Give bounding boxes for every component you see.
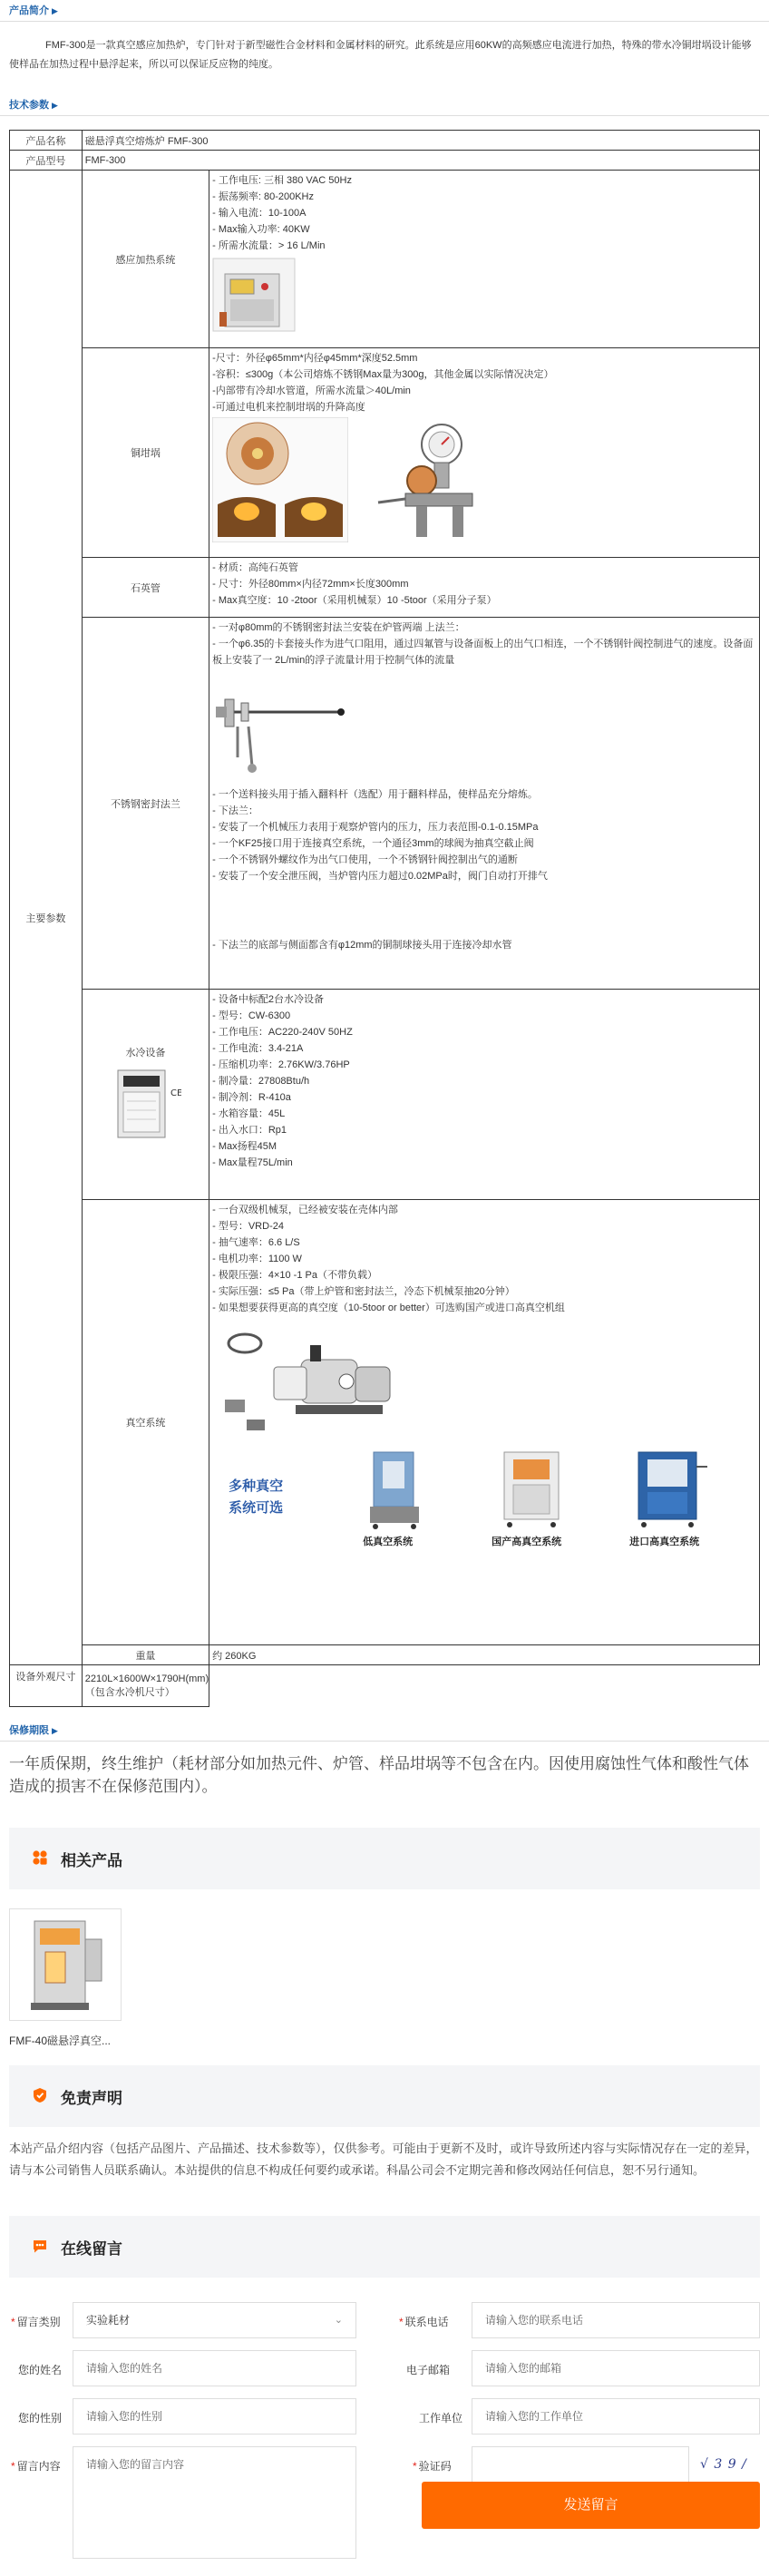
category-selected-value: 实验耗材 xyxy=(86,2314,131,2327)
spec-line: - 安装了一个机械压力表用于观察炉管内的压力，压力表范围-0.1-0.15MPa xyxy=(212,822,539,833)
spec-line: - 型号：CW-6300 xyxy=(212,1010,291,1021)
spacer xyxy=(212,884,756,937)
water-chiller-image xyxy=(109,1065,181,1141)
shield-icon xyxy=(32,2087,48,2103)
chat-icon xyxy=(32,2238,48,2254)
spec-label-induction: 感应加热系统 xyxy=(82,171,209,348)
spec-label-size: 设备外观尺寸 xyxy=(10,1665,83,1707)
domestic-high-vacuum-image xyxy=(484,1449,584,1532)
spec-label-chiller: 水冷设备 xyxy=(125,1048,166,1059)
spec-line: - 压缩机功率：2.76KW/3.76HP xyxy=(212,1059,350,1070)
spec-line: - 极限压强：4×10 -1 Pa（不带负载） xyxy=(212,1270,377,1281)
spec-line: - 工作电流：3.4-21A xyxy=(212,1043,304,1054)
spec-line: - 下法兰： xyxy=(212,805,258,816)
spec-line: - 一台双级机械泵，已经被安装在壳体内部 xyxy=(212,1205,398,1215)
spec-line: - 材质：高纯石英管 xyxy=(212,562,298,573)
arrow-right-icon: ▶ xyxy=(52,1726,58,1735)
flange-lines xyxy=(209,618,759,955)
spec-line: - Max量程75L/min xyxy=(212,1157,293,1168)
message-title: 在线留言 xyxy=(61,2240,122,2258)
related-product-link[interactable]: FMF-40磁悬浮真空... xyxy=(9,2034,112,2047)
spec-line: - 一个φ6.35的卡套接头作为进气口阻用，通过四氟管与设备面板上的出气口相连，一个不锈钢针阀控制进气的速度。设备面板上安装了一 2L/min的浮子流量计用于控制气体的流量 xyxy=(212,639,754,666)
submit-button[interactable]: 发送留言 xyxy=(422,2482,760,2529)
spec-line: -可通过电机来控制坩埚的升降高度 xyxy=(212,402,365,413)
grid-icon xyxy=(32,1849,48,1866)
crucible-assembly-image xyxy=(369,417,496,542)
spec-label-crucible: 铜坩埚 xyxy=(82,348,209,558)
work-label: 工作单位 xyxy=(419,2412,463,2425)
section-title: 技术参数 xyxy=(9,100,49,111)
spec-line: - 一个KF25接口用于连接真空系统，一个通径3mm的球阀为抽真空截止阀 xyxy=(212,838,534,849)
work-input[interactable]: 请输入您的工作单位 xyxy=(472,2398,760,2435)
spec-line: - 一对φ80mm的不锈钢密封法兰安装在炉管两端 上法兰： xyxy=(212,622,465,633)
section-title: 保修期限 xyxy=(9,1725,49,1736)
crucible-lines xyxy=(209,348,759,544)
vacuum-unit-label: 国产高真空系统 xyxy=(492,1537,562,1547)
spec-line: - 型号：VRD-24 xyxy=(212,1221,284,1232)
spec-line: - 实际压强：≤5 Pa（带上炉管和密封法兰，冷态下机械泵抽20分钟） xyxy=(212,1286,515,1297)
email-input[interactable]: 请输入您的邮箱 xyxy=(472,2350,760,2386)
disclaimer-title: 免责声明 xyxy=(61,2090,122,2107)
related-product-image[interactable] xyxy=(9,1908,122,2021)
chiller-cell xyxy=(209,990,760,1200)
spec-line: - Max真空度：10 -2toor（采用机械泵）10 -5toor（采用分子泵） xyxy=(212,595,497,606)
name-label: 您的姓名 xyxy=(18,2364,63,2376)
spec-line: - 如果想要获得更高的真空度（10-5toor or better）可选购国产或进口高真空机组 xyxy=(212,1303,565,1313)
content-textarea[interactable]: 请输入您的留言内容 xyxy=(73,2446,356,2559)
banner-line: 系统可选 xyxy=(229,1501,284,1516)
spec-line: -内部带有冷却水管道，所需水流量＞40L/min xyxy=(212,385,411,396)
gender-label: 您的性别 xyxy=(18,2412,63,2425)
spec-value-model: FMF-300 xyxy=(82,151,759,171)
section-header-warranty xyxy=(0,1720,769,1742)
vacuum-pump-image xyxy=(219,1323,401,1438)
category-select[interactable] xyxy=(73,2302,356,2338)
spec-line: -尺寸：外径φ65mm*内径φ45mm*深度52.5mm xyxy=(212,353,418,364)
related-products-header xyxy=(9,1828,760,1889)
banner-line: 多种真空 xyxy=(229,1479,284,1494)
chevron-down-icon: ⌄ xyxy=(334,2315,343,2326)
spec-label-vacuum: 真空系统 xyxy=(82,1200,209,1645)
crucible-cell xyxy=(209,348,760,558)
section-header-intro xyxy=(0,0,769,22)
quartz-cell xyxy=(209,558,760,618)
spec-value-size: 2210L×1600W×1790H(mm)（包含水冷机尺寸） xyxy=(82,1665,209,1707)
copper-crucible-image xyxy=(212,417,348,542)
phone-input[interactable]: 请输入您的联系电话 xyxy=(472,2302,760,2338)
spec-line: - 抽气速率：6.6 L/S xyxy=(212,1237,300,1248)
content-label: * 留言内容 xyxy=(11,2460,61,2473)
warranty-text: 一年质保期，终生维护（耗材部分如加热元件、炉管、样品坩埚等不包含在内。因使用腐蚀性气体和酸性气体造成的损害不在保修范围内）。 xyxy=(9,1755,749,1795)
spec-line: - 制冷剂：R-410a xyxy=(212,1092,291,1103)
induction-cell xyxy=(209,171,760,348)
spec-label-main: 主要参数 xyxy=(10,171,83,1665)
captcha-label: * 验证码 xyxy=(413,2460,452,2473)
spec-value-name: 磁悬浮真空熔炼炉 FMF-300 xyxy=(82,131,759,151)
vacuum-cell xyxy=(209,1200,760,1645)
vacuum-lines xyxy=(209,1200,759,1565)
spec-line: - 安装了一个安全泄压阀，当炉管内压力超过0.02MPa时，阀门自动打开排气 xyxy=(212,871,548,882)
vacuum-banner xyxy=(212,1449,756,1563)
svg-text:CE: CE xyxy=(170,1088,182,1098)
spec-line: - 电机功率：1100 W xyxy=(212,1254,302,1264)
message-header xyxy=(9,2216,760,2278)
spec-line: - 出入水口：Rp1 xyxy=(212,1125,287,1136)
arrow-right-icon: ▶ xyxy=(52,6,58,15)
captcha-image[interactable]: √ 3 9 / xyxy=(700,2457,747,2472)
spec-label-flange: 不锈钢密封法兰 xyxy=(82,618,209,990)
spec-value-weight: 约 260KG xyxy=(209,1645,760,1665)
spec-label-weight: 重量 xyxy=(82,1645,209,1665)
spec-line: - 所需水流量：> 16 L/Min xyxy=(212,240,326,251)
flange-image xyxy=(212,676,348,777)
vacuum-unit-label: 进口高真空系统 xyxy=(629,1537,700,1547)
spec-line: - 设备中标配2台水冷设备 xyxy=(212,994,324,1005)
spec-label-quartz: 石英管 xyxy=(82,558,209,618)
spec-line: - 一个不锈钢外螺纹作为出气口使用，一个不锈钢针阀控制出气的通断 xyxy=(212,854,518,865)
flange-cell xyxy=(209,618,760,990)
name-input[interactable]: 请输入您的姓名 xyxy=(73,2350,356,2386)
spec-label-model: 产品型号 xyxy=(10,151,83,171)
spec-line: - 尺寸：外径80mm×内径72mm×长度300mm xyxy=(212,579,409,590)
spec-line: - Max输入功率: 40KW xyxy=(212,224,310,235)
disclaimer-text: 本站产品介绍内容（包括产品图片、产品描述、技术参数等），仅供参考。可能由于更新不及时，或许导致所述内容与实际情况存在一定的差异，请与本公司销售人员联系确认。本站提供的信息不构成任何要约或承诺。科晶公司会不定期完善和修改网站任何信息，恕不另行通知。 xyxy=(9,2142,758,2177)
spec-line: -容积：≤300g（本公司熔炼不锈钢Max量为300g，其他金属以实际情况决定） xyxy=(212,369,554,380)
section-header-specs xyxy=(0,94,769,116)
vacuum-unit-label: 低真空系统 xyxy=(363,1537,414,1547)
category-label: * 留言类别 xyxy=(11,2316,61,2328)
spec-line: - 一个送料接头用于插入翻料杆（选配）用于翻料样品，使样品充分熔炼。 xyxy=(212,789,538,800)
spec-line: - 工作电压：AC220-240V 50HZ xyxy=(212,1027,353,1038)
arrow-right-icon: ▶ xyxy=(52,101,58,110)
spec-line: - 工作电压: 三相 380 VAC 50Hz xyxy=(212,175,352,186)
spec-line: - 制冷量：27808Btu/h xyxy=(212,1076,310,1087)
email-label: 电子邮箱 xyxy=(406,2364,451,2376)
quartz-lines xyxy=(209,558,759,610)
imported-high-vacuum-image xyxy=(620,1449,720,1532)
spec-line: - 水箱容量：45L xyxy=(212,1108,286,1119)
gender-input[interactable]: 请输入您的性别 xyxy=(73,2398,356,2435)
vacuum-banner-text xyxy=(229,1476,283,1519)
spec-line: - 输入电流：10-100A xyxy=(212,208,307,219)
section-title: 产品简介 xyxy=(9,5,49,16)
phone-label: * 联系电话 xyxy=(399,2316,449,2328)
related-products-title: 相关产品 xyxy=(61,1852,122,1869)
chiller-label-cell xyxy=(82,990,209,1200)
spec-label-name: 产品名称 xyxy=(10,131,83,151)
disclaimer-header xyxy=(9,2065,760,2127)
intro-text: FMF-300是一款真空感应加热炉，专门针对于新型磁性合金材料和金属材料的研究。此系统是应用60KW的高频感应电流进行加热，特殊的带水冷铜坩埚设计能够使样品在加热过程中悬浮起来，所以可以保证反应物的纯度。 xyxy=(9,40,752,70)
chiller-lines xyxy=(209,990,759,1173)
captcha-input[interactable] xyxy=(472,2446,689,2483)
induction-heater-image xyxy=(212,258,296,332)
induction-lines xyxy=(209,171,759,339)
spec-line: - 振荡频率: 80-200KHz xyxy=(212,191,314,202)
spec-table xyxy=(9,130,760,1707)
related-product-card[interactable] xyxy=(9,1908,122,2048)
low-vacuum-system-image xyxy=(348,1449,448,1532)
spec-line: - 下法兰的底部与侧面都含有φ12mm的铜制球接头用于连接冷却水管 xyxy=(212,940,512,951)
spec-line: - Max扬程45M xyxy=(212,1141,277,1152)
